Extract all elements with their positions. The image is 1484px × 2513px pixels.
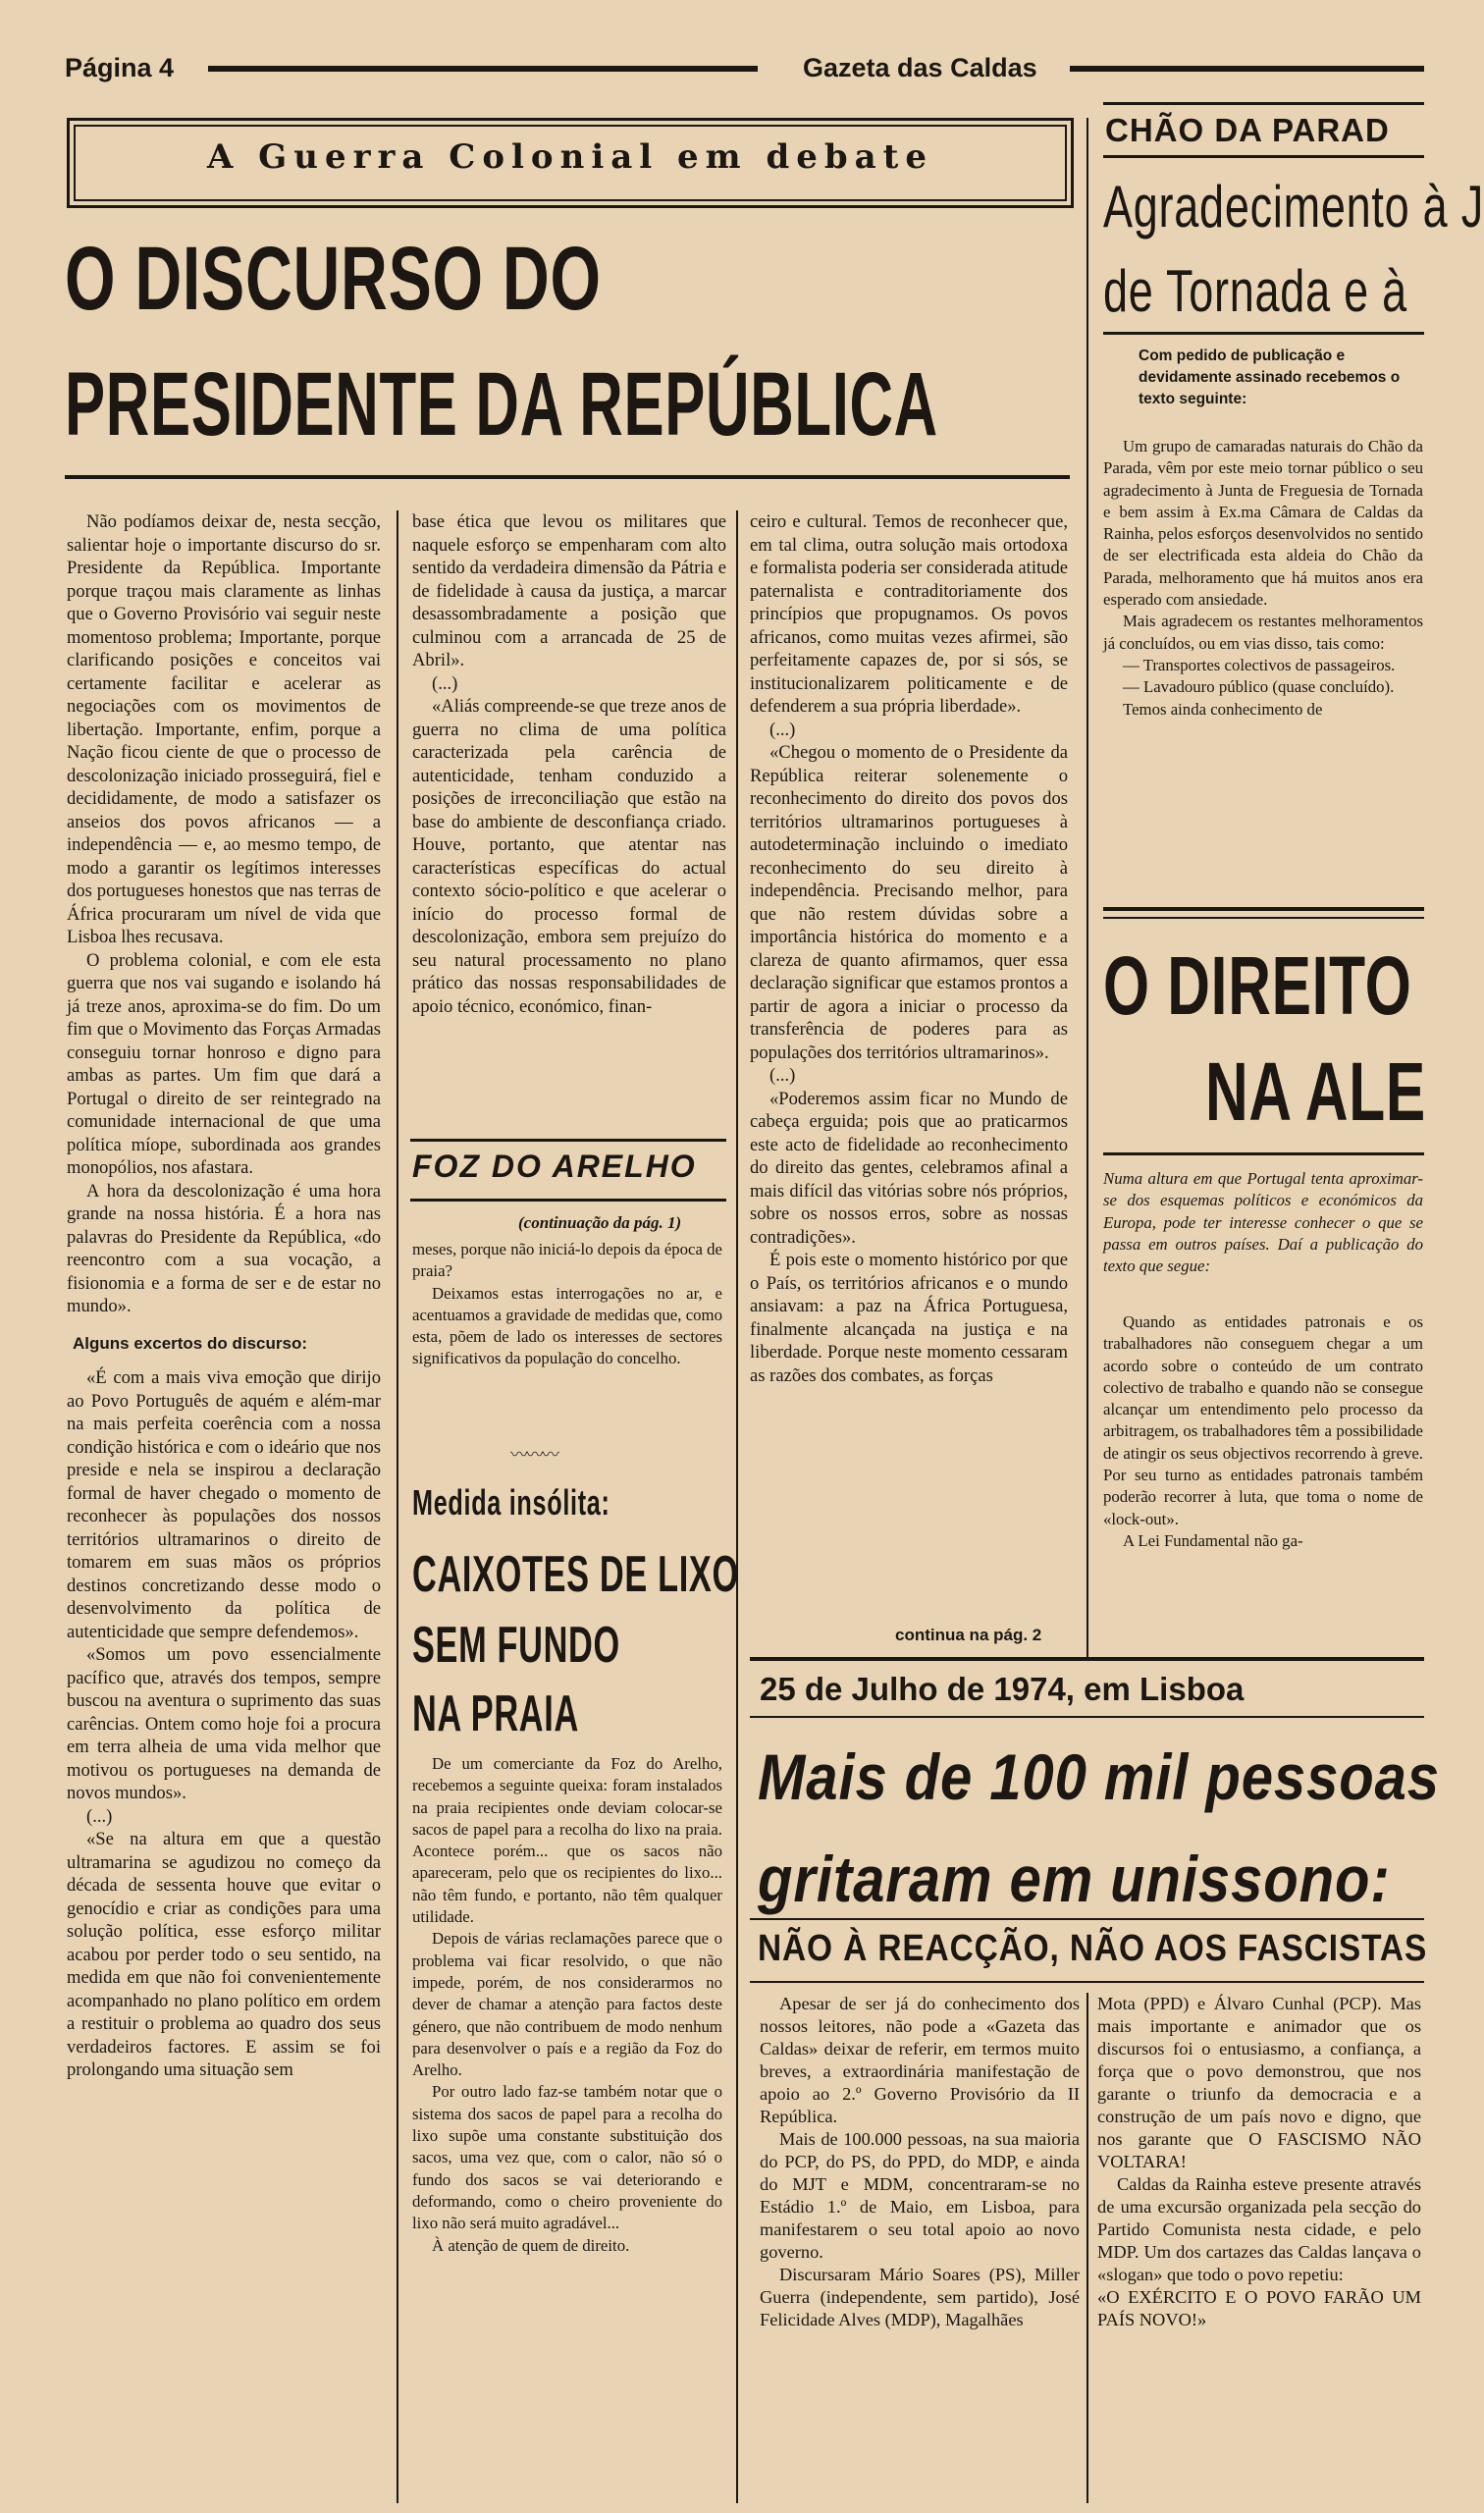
- right-headline-1: Agradecimento à J: [1103, 174, 1484, 240]
- excerpts-title: Alguns excertos do discurso:: [73, 1333, 307, 1353]
- paragraph: «É com a mais viva emoção que dirijo ao Povo Português de aquém e além-mar na mais perfeita coerência com a nossa condição histórica e com o ideário que nos preside e nela se inspirou a declaração formal de haver chegado o momento de reconhecer às populações dos nossos territórios ultramarinos o direito de tomarem em suas mãos os próprios destinos concretizando desse modo o desenvolvimento da política de autenticidade que sempre defendemos».: [67, 1367, 381, 1642]
- paragraph: Quando as entidades patronais e os trabalhadores não conseguem chegar a um acordo sobre o conteúdo de um contrato colectivo de trabalho e quando não se consegue alcançar um entendimento pelo processo da arbitragem, os trabalhadores têm a possibilidade de atingir os seus objectivos recorrendo à greve. Por seu turno as entidades patronais também poderão recorrer à luta, que toma o nome de «lock-out».: [1103, 1312, 1423, 1528]
- bottom-headline-3: NÃO À REACÇÃO, NÃO AOS FASCISTAS: [758, 1928, 1428, 1969]
- continued-note: continua na pág. 2: [895, 1626, 1042, 1644]
- right-headline-2: de Tornada e à: [1103, 258, 1407, 324]
- column-divider: [736, 510, 738, 2503]
- ornament: 〰〰〰: [510, 1445, 557, 1465]
- foz-continuation: (continuação da pág. 1): [518, 1213, 682, 1232]
- paragraph: Temos ainda conhecimento de: [1123, 699, 1323, 719]
- right-top-rule: [1103, 102, 1424, 105]
- paragraph: Mota (PPD) e Álvaro Cunhal (PCP). Mas mais importante e animador que os discursos foi o entusiasmo, a confiança, a força que o povo demonstrou, que nos garante o triunfo da democracia e a construção de um país novo e digno, que nos garante que O FASCISMO NÃO VOLTARA!: [1097, 1994, 1421, 2171]
- lixo-headline-1: CAIXOTES DE LIXO: [412, 1546, 739, 1603]
- paragraph: «Chegou o momento de o Presidente da República reiterar solenemente o reconhecimento do direito dos povos dos territórios ultramarinos portugueses à autodeterminação incluindo o imediato reconhecimento do seu direito à independência. Precisando melhor, para que não restem dúvidas sobre a importância histórica do momento e a clareza de quanto afirmamos, quer essa declaração significar que estamos prontos a partir de agora a iniciar o processo da transferência de poderes para as populações dos territórios ultramarinos».: [750, 742, 1068, 1063]
- right-text: [1103, 436, 1423, 721]
- paragraph: Por outro lado faz-se também notar que o sistema dos sacos de papel para a recolha do lixo supõe uma constante substituição dos sacos, uma vez que, com o calor, não só o fundo dos sacos se vai deteriorando e deformando, como o cheiro proveniente do lixo não será muito agradável...: [412, 2082, 722, 2233]
- paragraph: «Aliás compreende-se que treze anos de guerra no clima de uma política caracterizada pela carência de autenticidade, tenham conduzido a posições de irreconciliação que estão na base do ambiente de desconfiança criado. Houve, portanto, que atentar nas características específicas do actual contexto sócio-político e que acelerar o início do processo formal de descolonização, embora sem prejuízo do seu natural processamento no plano prático das nossas responsabilidades de apoio técnico, económico, finan-: [412, 696, 726, 1017]
- bottom-column-b: [1097, 1993, 1421, 2331]
- right-section-title: CHÃO DA PARAD: [1105, 112, 1390, 148]
- paragraph: De um comerciante da Foz do Arelho, recebemos a seguinte queixa: foram instalados na praia recipientes onde deviam colocar-se sacos de papel para a recolha do lixo na praia. Acontece porém... que os sacos não apareceram, pelo que os recipientes do lixo... não têm fundo, e portanto, não têm qualquer utilidade.: [412, 1754, 722, 1927]
- headline-rule: [65, 475, 1070, 479]
- main-headline-line1: O DISCURSO DO: [65, 229, 602, 329]
- bottom-kicker-rule: [750, 1716, 1424, 1718]
- lixo-headline-2: SEM FUNDO: [412, 1617, 620, 1674]
- paragraph: «Poderemos assim ficar no Mundo de cabeça erguida; pois que ao praticarmos este acto de fidelidade ao reconhecimento do direito das gentes, celebramos afinal a mais difícil das vitórias sobre nós próprios, sobre os nossos erros, sobre as nossas contradições».: [750, 1088, 1068, 1248]
- paragraph: Apesar de ser já do conhecimento dos nossos leitores, não pode a «Gazeta das Caldas» deixar de referir, em termos muito breves, a extraordinária manifestação de apoio ao 2.º Governo Provisório da II República.: [760, 1994, 1080, 2126]
- paragraph: «Somos um povo essencialmente pacífico que, através dos tempos, sempre buscou na aventura o suprimento das suas carências. Ontem como hoje foi a procura em terra alheia de uma vida melhor que motivou os portugueses na demanda de novos mundos».: [67, 1644, 381, 1803]
- paragraph: Mais de 100.000 pessoas, na sua maioria do PCP, do PS, do PPD, do MDP, e ainda do MJT e MDM, concentraram-se no Estádio 1.º de Maio, em Lisboa, para manifestarem o seu total apoio ao novo governo.: [760, 2129, 1080, 2262]
- paragraph: A hora da descolonização é uma hora grande na nossa história. É a hora nas palavras do Presidente da República, «do reencontro com a sua vocação, a fisionomia e a forma de ser e de estar no mundo».: [67, 1180, 381, 1316]
- paragraph: É pois este o momento histórico por que o País, os territórios africanos e o mundo ansiavam: a paz na África Portuguesa, finalmente alcançada na justiça e na liberdade. Porque neste momento cessaram as razões dos combates, as forças: [750, 1250, 1068, 1386]
- right-headline-rule: [1103, 332, 1424, 335]
- bottom-sub-rule-top: [750, 1918, 1424, 1920]
- right-headline-3: O DIREITO: [1103, 939, 1412, 1032]
- paragraph: — Lavadouro público (quase concluído).: [1123, 677, 1395, 697]
- section-kicker: A Guerra Colonial em debate: [206, 137, 934, 177]
- paragraph: (...): [432, 672, 458, 694]
- paragraph: «Se na altura em que a questão ultramarina se agudizou no começo da década de sessenta houve que evitar o genocídio e criar as condições para uma solução política, esse esforço militar acabou por perder todo o seu sentido, na medida em que não foi convenientemente acompanhado no plano político em ordem a restituir o problema ao quadro dos seus verdadeiros factores. E assim se foi prolongando uma situação sem: [67, 1829, 381, 2080]
- paragraph: A Lei Fundamental não ga-: [1123, 1530, 1303, 1550]
- paragraph: ceiro e cultural. Temos de reconhecer que, em tal clima, outra solução mais ortodoxa e formalista poderia ser considerada atitude paternalista e contraditoriamente dos princípios que propugnamos. Os povos africanos, como muitas vezes afirmei, são perfeitamente capazes de, por si sós, se institucionalizarem politicamente e de defenderem a sua própria liberdade».: [750, 511, 1068, 717]
- paragraph: meses, porque não iniciá-lo depois da época de praia?: [412, 1240, 722, 1281]
- bottom-article-rule: [750, 1657, 1424, 1661]
- paragraph: À atenção de quem de direito.: [432, 2235, 630, 2255]
- right-intro: Com pedido de publicação e devidamente assinado recebemos o texto seguinte:: [1139, 348, 1401, 407]
- paragraph: Um grupo de camaradas naturais do Chão da Parada, vêm por este meio tornar público o seu agradecimento à Junta de Freguesia de Tornada e bem assim à Ex.ma Câmara de Caldas da Rainha, pelos esforços desenvolvidos no sentido de ser electrificada esta aldeia do Chão da Parada, melhoramento que há muitos anos era esperado com ansiedade.: [1103, 437, 1423, 610]
- article-column-1: [67, 510, 381, 2082]
- paragraph: Depois de várias reclamações parece que o problema vai ficar resolvido, o que não impede, porém, de nos considerarmos no dever de chamar a atenção para factos deste género, que não contribuem de modo nenhum para desenvolver o país e a região da Foz do Arelho.: [412, 1929, 722, 2080]
- paragraph: — Transportes colectivos de passageiros.: [1123, 655, 1396, 674]
- right-text-2: [1103, 1311, 1423, 1552]
- bottom-headline-1: Mais de 100 mil pessoas: [758, 1740, 1440, 1813]
- right-rule-2: [1103, 917, 1424, 919]
- lixo-text: [412, 1753, 722, 2257]
- article-column-2: [412, 510, 726, 1018]
- header-rule-right: [1070, 66, 1424, 72]
- paragraph: «O EXÉRCITO E O POVO FARÃO UM PAÍS NOVO!»: [1097, 2287, 1421, 2329]
- bottom-sub-rule-bottom: [750, 1981, 1424, 1983]
- paragraph: O problema colonial, e com ele esta guerra que nos vai sugando e isolando há já treze anos, aproxima-se do fim. Do um fim que o Movimento das Forças Armadas conseguiu tornar honroso e digno para ambas as partes. Um fim que dará a Portugal o direito de ser reintegrado na comunidade internacional de que uma política míope, subordinada aos grandes monopólios, nos afastara.: [67, 949, 381, 1178]
- paragraph: Mais agradecem os restantes melhoramentos já concluídos, ou em vias disso, tais como:: [1103, 612, 1423, 653]
- right-headline-4: NA ALE: [1205, 1045, 1426, 1138]
- article-column-3: [750, 510, 1068, 1387]
- foz-title: FOZ DO ARELHO: [412, 1149, 697, 1184]
- bottom-headline-2: gritaram em unissono:: [758, 1843, 1391, 1915]
- paragraph: Deixamos estas interrogações no ar, e acentuamos a gravidade de medidas que, como esta, põem de lado os interesses de sectores significativos da população do concelho.: [412, 1283, 722, 1368]
- main-headline-line2: PRESIDENTE DA REPÚBLICA: [65, 354, 938, 454]
- foz-text: [412, 1239, 722, 1370]
- right-rule-1: [1103, 907, 1424, 911]
- paragraph: (...): [86, 1805, 113, 1827]
- bottom-kicker: 25 de Julho de 1974, em Lisboa: [760, 1671, 1245, 1707]
- right-italic-intro: Numa altura em que Portugal tenta aproximar-se dos esquemas políticos e económicos da Europa, pode ter interesse conhecer o que se passa em outros países. Daí a publicação do texto que segue:: [1103, 1169, 1423, 1276]
- newspaper-name: Gazeta das Caldas: [803, 53, 1037, 82]
- paragraph: Discursaram Mário Soares (PS), Miller Guerra (independente, sem partido), José Felicidade Alves (MDP), Magalhães: [760, 2265, 1080, 2329]
- paragraph: Caldas da Rainha esteve presente através de uma excursão organizada pela secção do Partido Comunista nesta cidade, e pelo MDP. Um dos cartazes das Caldas lançava o «slogan» que todo o povo repetiu:: [1097, 2174, 1421, 2284]
- column-divider: [1086, 1993, 1088, 2503]
- lixo-kicker: Medida insólita:: [412, 1482, 610, 1523]
- right-title-rule: [1103, 155, 1424, 158]
- lixo-headline-3: NA PRAIA: [412, 1685, 579, 1742]
- column-divider: [397, 510, 398, 2503]
- paragraph: Não podíamos deixar de, nesta secção, salientar hoje o importante discurso do sr. Presidente da República. Importante porque traçou mais claramente as linhas que o Governo Provisório vai seguir neste momentoso problema; Importante, porque clarificando posições e conceitos vai certamente facilitar e acelerar as negociações com os movimentos de libertação. Importante, enfim, porque a Nação ficou ciente de que o processo de descolonização iniciado prosseguirá, fiel e decididamente, de modo a satisfazer os anseios dos povos africanos — a independência — e, ao mesmo tempo, de modo a garantir os legítimos interesses dos portugueses honestos que nas terras de África procuraram um nível de vida que Lisboa lhes recusava.: [67, 511, 381, 947]
- column-divider: [1086, 118, 1088, 1659]
- paragraph: (...): [769, 1065, 796, 1086]
- paragraph: base ética que levou os militares que naquele esforço se empenharam com alto sentido da verdadeira dimensão da Pátria e de fidelidade à causa da justiça, a marcar desassombradamente a posição que culminou com a arrancada de 25 de Abril».: [412, 511, 726, 670]
- bottom-column-a: [760, 1993, 1080, 2331]
- right-headline-rule-2: [1103, 1152, 1424, 1155]
- header-rule-left: [208, 66, 758, 72]
- paragraph: (...): [769, 719, 796, 740]
- page-number: Página 4: [65, 53, 175, 82]
